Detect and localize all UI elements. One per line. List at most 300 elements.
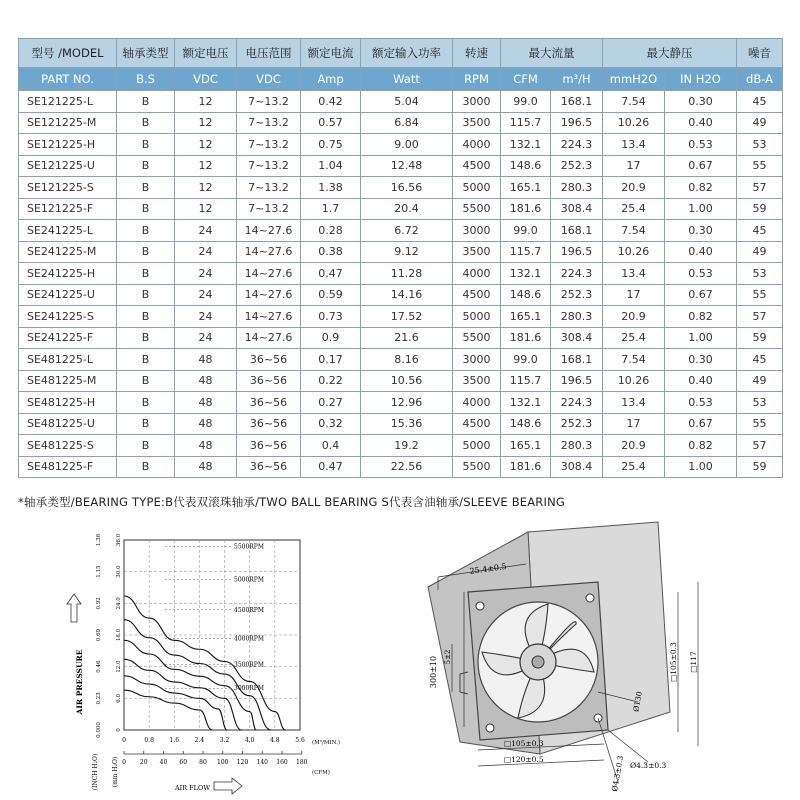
- rated-current: 1.7: [301, 198, 361, 220]
- voltage-range: 14~27.6: [237, 241, 301, 263]
- y-tick-inch: 0.46: [96, 660, 102, 673]
- x2-unit-cfm: (CFM): [312, 770, 330, 776]
- part-number: SE241225-H: [19, 263, 117, 285]
- x2-tick: 140: [256, 759, 268, 766]
- noise-dba: 55: [737, 155, 783, 177]
- pressure-mmh2o: 13.4: [603, 263, 665, 285]
- airflow-cfm: 165.1: [501, 177, 551, 199]
- bearing-type: B: [117, 392, 175, 414]
- pressure-mmh2o: 7.54: [603, 349, 665, 371]
- rated-voltage: 12: [175, 112, 237, 134]
- x-tick: 4.0: [244, 737, 255, 744]
- airflow-cfm: 181.6: [501, 327, 551, 349]
- rated-voltage: 24: [175, 284, 237, 306]
- part-number: SE241225-L: [19, 220, 117, 242]
- spec-row: [19, 241, 783, 263]
- airflow-cfm: 99.0: [501, 91, 551, 113]
- airflow-m3h: 168.1: [551, 220, 603, 242]
- speed-rpm: 4500: [453, 284, 501, 306]
- series-label: 4500RPM: [234, 606, 264, 614]
- part-number: SE481225-M: [19, 370, 117, 392]
- x2-tick: 60: [179, 759, 188, 766]
- rated-voltage: 48: [175, 456, 237, 478]
- rated-voltage: 12: [175, 177, 237, 199]
- rated-current: 0.57: [301, 112, 361, 134]
- bearing-type: B: [117, 263, 175, 285]
- dim-strip-length: 5±2: [444, 649, 452, 665]
- dim-hole-diameter-side: Ø4.3±0.3: [609, 754, 626, 793]
- noise-dba: 49: [737, 241, 783, 263]
- voltage-range: 36~56: [237, 349, 301, 371]
- bearing-type: B: [117, 91, 175, 113]
- header-row-en: [19, 68, 783, 91]
- noise-dba: 57: [737, 177, 783, 199]
- airflow-m3h: 252.3: [551, 155, 603, 177]
- x2-tick: 180: [296, 759, 308, 766]
- voltage-range: 36~56: [237, 413, 301, 435]
- rated-current: 0.59: [301, 284, 361, 306]
- x2-tick: 160: [276, 759, 288, 766]
- part-number: SE241225-S: [19, 306, 117, 328]
- bearing-type: B: [117, 435, 175, 457]
- noise-dba: 57: [737, 435, 783, 457]
- voltage-range: 36~56: [237, 435, 301, 457]
- fan-hub-center: [532, 656, 544, 668]
- noise-dba: 49: [737, 370, 783, 392]
- airflow-cfm: 115.7: [501, 370, 551, 392]
- x2-tick: 0: [122, 759, 126, 766]
- unit-watt: Watt: [361, 68, 453, 91]
- spec-row: [19, 177, 783, 199]
- rated-current: 0.75: [301, 134, 361, 156]
- unit-cfm: CFM: [501, 68, 551, 91]
- bearing-footnote: *轴承类型/BEARING TYPE:B代表双滚珠轴承/TWO BALL BEARING S代表含油轴承/SLEEVE BEARING: [18, 495, 566, 509]
- airflow-cfm: 132.1: [501, 392, 551, 414]
- airflow-m3h: 308.4: [551, 198, 603, 220]
- rated-current: 0.9: [301, 327, 361, 349]
- rated-current: 0.47: [301, 263, 361, 285]
- rated-power: 8.16: [361, 349, 453, 371]
- pressure-mmh2o: 20.9: [603, 177, 665, 199]
- rated-current: 0.42: [301, 91, 361, 113]
- spec-row: [19, 327, 783, 349]
- pressure-mmh2o: 7.54: [603, 220, 665, 242]
- series-label: 5500RPM: [234, 543, 264, 551]
- voltage-range: 7~13.2: [237, 177, 301, 199]
- spec-row: [19, 435, 783, 457]
- pressure-inh2o: 1.00: [665, 327, 737, 349]
- pressure-inh2o: 0.30: [665, 220, 737, 242]
- speed-rpm: 3500: [453, 370, 501, 392]
- noise-dba: 53: [737, 392, 783, 414]
- spec-row: [19, 306, 783, 328]
- voltage-range: 7~13.2: [237, 91, 301, 113]
- rated-voltage: 12: [175, 134, 237, 156]
- pressure-mmh2o: 25.4: [603, 456, 665, 478]
- x-tick: 0: [122, 737, 126, 744]
- part-number: SE121225-U: [19, 155, 117, 177]
- x2-tick: 100: [217, 759, 229, 766]
- header-max-pressure: 最大静压: [603, 39, 737, 68]
- rated-voltage: 24: [175, 327, 237, 349]
- airflow-cfm: 148.6: [501, 284, 551, 306]
- pressure-inh2o: 0.82: [665, 177, 737, 199]
- spec-row: [19, 349, 783, 371]
- x2-tick: 80: [199, 759, 207, 766]
- rated-power: 16.56: [361, 177, 453, 199]
- header-rated-power: 额定输入功率: [361, 39, 453, 68]
- speed-rpm: 3500: [453, 112, 501, 134]
- pressure-inh2o: 0.67: [665, 413, 737, 435]
- noise-dba: 55: [737, 284, 783, 306]
- voltage-range: 36~56: [237, 370, 301, 392]
- rated-voltage: 48: [175, 349, 237, 371]
- header-bearing: 轴承类型: [117, 39, 175, 68]
- rated-voltage: 24: [175, 220, 237, 242]
- airflow-m3h: 252.3: [551, 413, 603, 435]
- mount-hole-icon: [476, 602, 484, 610]
- airflow-cfm: 181.6: [501, 456, 551, 478]
- y-tick-mm: 12.0: [116, 660, 122, 673]
- spec-row: [19, 370, 783, 392]
- rated-voltage: 48: [175, 392, 237, 414]
- rated-power: 11.28: [361, 263, 453, 285]
- voltage-range: 14~27.6: [237, 220, 301, 242]
- rated-current: 0.73: [301, 306, 361, 328]
- rated-voltage: 24: [175, 241, 237, 263]
- x-axis-label: AIR FLOW: [174, 784, 210, 792]
- spec-row: [19, 413, 783, 435]
- noise-dba: 53: [737, 134, 783, 156]
- voltage-range: 36~56: [237, 456, 301, 478]
- noise-dba: 45: [737, 91, 783, 113]
- y-tick-mm: 0: [116, 728, 122, 732]
- speed-rpm: 5500: [453, 327, 501, 349]
- speed-rpm: 3000: [453, 220, 501, 242]
- voltage-range: 14~27.6: [237, 284, 301, 306]
- pressure-mmh2o: 25.4: [603, 327, 665, 349]
- airflow-m3h: 224.3: [551, 392, 603, 414]
- part-number: SE481225-S: [19, 435, 117, 457]
- noise-dba: 55: [737, 413, 783, 435]
- pressure-mmh2o: 10.26: [603, 370, 665, 392]
- pressure-inh2o: 0.67: [665, 284, 737, 306]
- pressure-inh2o: 0.53: [665, 263, 737, 285]
- spec-table: [18, 38, 783, 478]
- header-max-airflow: 最大流量: [501, 39, 603, 68]
- rated-current: 1.04: [301, 155, 361, 177]
- speed-rpm: 3500: [453, 241, 501, 263]
- dim-hole-pitch-bottom: □105±0.3: [504, 739, 544, 748]
- noise-dba: 45: [737, 220, 783, 242]
- x-unit-m3min: (M³/MIN.): [312, 740, 340, 746]
- rated-current: 1.38: [301, 177, 361, 199]
- series-label: 4000RPM: [234, 635, 264, 643]
- y-tick-mm: 18.0: [116, 628, 122, 642]
- speed-rpm: 5500: [453, 198, 501, 220]
- part-number: SE241225-F: [19, 327, 117, 349]
- rated-power: 9.00: [361, 134, 453, 156]
- unit-m3h: m³/H: [551, 68, 603, 91]
- pressure-inh2o: 0.53: [665, 134, 737, 156]
- airflow-m3h: 280.3: [551, 435, 603, 457]
- speed-rpm: 4000: [453, 134, 501, 156]
- y-tick-inch: 1.15: [96, 565, 102, 578]
- airflow-cfm: 132.1: [501, 263, 551, 285]
- bearing-type: B: [117, 134, 175, 156]
- rated-current: 0.22: [301, 370, 361, 392]
- unit-mmh2o: mmH2O: [603, 68, 665, 91]
- noise-dba: 49: [737, 112, 783, 134]
- x-axis-arrow-icon: [214, 778, 242, 794]
- bearing-type: B: [117, 456, 175, 478]
- voltage-range: 7~13.2: [237, 134, 301, 156]
- airflow-m3h: 224.3: [551, 263, 603, 285]
- x-tick: 4.8: [270, 737, 280, 744]
- airflow-cfm: 165.1: [501, 435, 551, 457]
- bearing-type: B: [117, 112, 175, 134]
- part-number: SE481225-H: [19, 392, 117, 414]
- dim-frame-width: □120±0.5: [504, 755, 544, 764]
- x2-tick: 120: [236, 759, 249, 766]
- pressure-mmh2o: 13.4: [603, 134, 665, 156]
- y-unit-mm: (mm H₂O): [112, 756, 119, 788]
- pressure-mmh2o: 13.4: [603, 392, 665, 414]
- airflow-m3h: 168.1: [551, 91, 603, 113]
- airflow-cfm: 181.6: [501, 198, 551, 220]
- pressure-mmh2o: 20.9: [603, 306, 665, 328]
- rated-current: 0.47: [301, 456, 361, 478]
- bearing-type: B: [117, 284, 175, 306]
- pressure-mmh2o: 17: [603, 413, 665, 435]
- rated-power: 20.4: [361, 198, 453, 220]
- rated-power: 14.16: [361, 284, 453, 306]
- voltage-range: 36~56: [237, 392, 301, 414]
- speed-rpm: 4500: [453, 155, 501, 177]
- airflow-cfm: 165.1: [501, 306, 551, 328]
- y-tick-inch: 1.38: [96, 533, 102, 547]
- airflow-m3h: 196.5: [551, 370, 603, 392]
- noise-dba: 45: [737, 349, 783, 371]
- unit-dba: dB-A: [737, 68, 783, 91]
- bearing-type: B: [117, 370, 175, 392]
- rated-current: 0.38: [301, 241, 361, 263]
- x2-tick: 40: [159, 759, 168, 766]
- pressure-inh2o: 0.82: [665, 435, 737, 457]
- x-tick: 0.8: [144, 737, 154, 744]
- bearing-type: B: [117, 198, 175, 220]
- voltage-range: 14~27.6: [237, 327, 301, 349]
- spec-row: [19, 91, 783, 113]
- dim-frame-height: □117: [689, 651, 698, 673]
- x-tick: 1.6: [169, 737, 180, 744]
- pressure-inh2o: 1.00: [665, 198, 737, 220]
- x-tick: 2.4: [194, 737, 205, 744]
- speed-rpm: 3000: [453, 349, 501, 371]
- series-label: 5000RPM: [234, 576, 264, 584]
- unit-rpm: RPM: [453, 68, 501, 91]
- part-number: SE121225-M: [19, 112, 117, 134]
- rated-voltage: 24: [175, 263, 237, 285]
- airflow-cfm: 99.0: [501, 220, 551, 242]
- bearing-type: B: [117, 220, 175, 242]
- part-number: SE241225-U: [19, 284, 117, 306]
- dim-bore-diameter: Ø130: [631, 690, 644, 713]
- pressure-inh2o: 0.67: [665, 155, 737, 177]
- pressure-inh2o: 0.40: [665, 112, 737, 134]
- voltage-range: 7~13.2: [237, 198, 301, 220]
- unit-part-no: PART NO.: [19, 68, 117, 91]
- voltage-range: 7~13.2: [237, 112, 301, 134]
- spec-row: [19, 155, 783, 177]
- dim-hole-diameter-front: Ø4.3±0.3: [630, 761, 667, 770]
- rated-voltage: 24: [175, 306, 237, 328]
- part-number: SE121225-H: [19, 134, 117, 156]
- spec-table-body: [19, 91, 783, 478]
- part-number: SE121225-L: [19, 91, 117, 113]
- y-tick-inch: 0.000: [96, 722, 102, 738]
- airflow-m3h: 252.3: [551, 284, 603, 306]
- pressure-inh2o: 0.30: [665, 91, 737, 113]
- pressure-mmh2o: 7.54: [603, 91, 665, 113]
- spec-row: [19, 112, 783, 134]
- series-label: 3000RPM: [234, 685, 264, 693]
- rated-power: 17.52: [361, 306, 453, 328]
- rated-current: 0.32: [301, 413, 361, 435]
- airflow-cfm: 115.7: [501, 241, 551, 263]
- rated-voltage: 12: [175, 91, 237, 113]
- rated-power: 9.12: [361, 241, 453, 263]
- y-tick-mm: 36.0: [116, 533, 122, 547]
- rated-current: 0.17: [301, 349, 361, 371]
- airflow-m3h: 196.5: [551, 112, 603, 134]
- rated-power: 6.84: [361, 112, 453, 134]
- rated-power: 5.04: [361, 91, 453, 113]
- rated-current: 0.4: [301, 435, 361, 457]
- bearing-type: B: [117, 155, 175, 177]
- unit-vdc: VDC: [175, 68, 237, 91]
- rated-power: 21.6: [361, 327, 453, 349]
- airflow-m3h: 168.1: [551, 349, 603, 371]
- speed-rpm: 4500: [453, 413, 501, 435]
- x2-tick: 20: [139, 759, 148, 766]
- rated-power: 19.2: [361, 435, 453, 457]
- spec-row: [19, 284, 783, 306]
- rated-power: 22.56: [361, 456, 453, 478]
- airflow-cfm: 148.6: [501, 413, 551, 435]
- speed-rpm: 5000: [453, 306, 501, 328]
- noise-dba: 59: [737, 327, 783, 349]
- unit-vdc-range: VDC: [237, 68, 301, 91]
- airflow-m3h: 196.5: [551, 241, 603, 263]
- part-number: SE121225-F: [19, 198, 117, 220]
- x-tick: 5.6: [295, 737, 305, 744]
- rated-power: 6.72: [361, 220, 453, 242]
- dim-depth: 25.4±0.5: [469, 561, 508, 576]
- spec-row: [19, 134, 783, 156]
- pressure-inh2o: 1.00: [665, 456, 737, 478]
- series-label: 3500RPM: [234, 661, 264, 669]
- voltage-range: 7~13.2: [237, 155, 301, 177]
- airflow-m3h: 308.4: [551, 327, 603, 349]
- pressure-mmh2o: 10.26: [603, 241, 665, 263]
- rated-voltage: 48: [175, 413, 237, 435]
- spec-row: [19, 456, 783, 478]
- noise-dba: 53: [737, 263, 783, 285]
- noise-dba: 59: [737, 456, 783, 478]
- mount-hole-icon: [486, 724, 494, 732]
- y-tick-inch: 0.23: [96, 692, 102, 705]
- rated-voltage: 12: [175, 155, 237, 177]
- spec-row: [19, 392, 783, 414]
- rated-current: 0.28: [301, 220, 361, 242]
- airflow-m3h: 280.3: [551, 306, 603, 328]
- spec-row: [19, 220, 783, 242]
- part-number: SE121225-S: [19, 177, 117, 199]
- header-voltage-range: 电压范围: [237, 39, 301, 68]
- rated-voltage: 12: [175, 198, 237, 220]
- noise-dba: 57: [737, 306, 783, 328]
- airflow-cfm: 132.1: [501, 134, 551, 156]
- y-axis-label: AIR PRESSURE: [75, 649, 84, 715]
- bearing-type: B: [117, 306, 175, 328]
- speed-rpm: 4000: [453, 263, 501, 285]
- spec-row: [19, 198, 783, 220]
- part-number: SE481225-L: [19, 349, 117, 371]
- bearing-type: B: [117, 177, 175, 199]
- rated-power: 12.96: [361, 392, 453, 414]
- rated-voltage: 48: [175, 370, 237, 392]
- header-noise: 噪音: [737, 39, 783, 68]
- y-tick-mm: 6.0: [116, 693, 122, 703]
- y-tick-mm: 30.0: [116, 565, 122, 578]
- part-number: SE481225-F: [19, 456, 117, 478]
- pressure-inh2o: 0.53: [665, 392, 737, 414]
- y-tick-inch: 0.69: [96, 628, 102, 642]
- header-model: 型号 /MODEL: [19, 39, 117, 68]
- pressure-mmh2o: 17: [603, 155, 665, 177]
- unit-bs: B.S: [117, 68, 175, 91]
- pressure-mmh2o: 25.4: [603, 198, 665, 220]
- pressure-inh2o: 0.40: [665, 370, 737, 392]
- dim-lead-length: 300±10: [429, 655, 438, 689]
- pressure-inh2o: 0.40: [665, 241, 737, 263]
- pressure-mmh2o: 20.9: [603, 435, 665, 457]
- airflow-m3h: 280.3: [551, 177, 603, 199]
- speed-rpm: 5000: [453, 435, 501, 457]
- header-row-cn: [19, 39, 783, 68]
- header-speed: 转速: [453, 39, 501, 68]
- dim-hole-pitch-side: □105±0.3: [669, 642, 678, 682]
- airflow-cfm: 99.0: [501, 349, 551, 371]
- speed-rpm: 4000: [453, 392, 501, 414]
- speed-rpm: 3000: [453, 91, 501, 113]
- mount-hole-icon: [586, 594, 594, 602]
- x-tick: 3.2: [219, 737, 230, 744]
- part-number: SE481225-U: [19, 413, 117, 435]
- pq-curve-chart: [52, 522, 340, 794]
- part-number: SE241225-M: [19, 241, 117, 263]
- rated-voltage: 48: [175, 435, 237, 457]
- airflow-cfm: 115.7: [501, 112, 551, 134]
- airflow-cfm: 148.6: [501, 155, 551, 177]
- fan-outline-drawing: [408, 522, 788, 794]
- spec-row: [19, 263, 783, 285]
- speed-rpm: 5000: [453, 177, 501, 199]
- y-tick-inch: 0.92: [96, 597, 102, 610]
- header-rated-voltage: 额定电压: [175, 39, 237, 68]
- bearing-type: B: [117, 413, 175, 435]
